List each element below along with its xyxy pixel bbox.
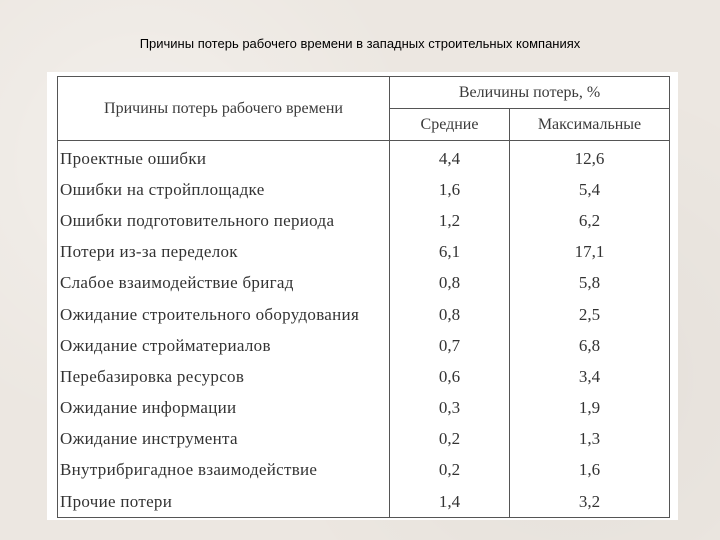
row-average: 0,2 xyxy=(390,455,510,486)
row-reason: Проектные ошибки xyxy=(58,141,390,175)
row-max: 5,4 xyxy=(510,174,670,205)
header-average: Средние xyxy=(390,109,510,141)
row-reason: Прочие потери xyxy=(58,486,390,518)
table-row xyxy=(58,237,670,268)
row-average: 0,7 xyxy=(390,330,510,361)
table-row xyxy=(58,268,670,299)
row-reason: Ошибки подготовительного периода xyxy=(58,205,390,236)
row-average: 4,4 xyxy=(390,141,510,175)
table-row xyxy=(58,361,670,392)
header-max: Максимальные xyxy=(510,109,670,141)
table-row xyxy=(58,330,670,361)
row-reason: Ожидание информации xyxy=(58,393,390,424)
row-average: 1,6 xyxy=(390,174,510,205)
table-body xyxy=(58,141,670,518)
row-reason: Ожидание строительного оборудования xyxy=(58,299,390,330)
row-average: 0,8 xyxy=(390,299,510,330)
row-max: 6,2 xyxy=(510,205,670,236)
row-max: 3,4 xyxy=(510,361,670,392)
row-average: 1,4 xyxy=(390,486,510,518)
row-reason: Ожидание стройматериалов xyxy=(58,330,390,361)
row-reason: Внутрибригадное взаимодействие xyxy=(58,455,390,486)
table-header-row xyxy=(58,77,670,109)
row-average: 0,8 xyxy=(390,268,510,299)
row-max: 5,8 xyxy=(510,268,670,299)
table-row xyxy=(58,205,670,236)
row-average: 0,3 xyxy=(390,393,510,424)
row-average: 0,6 xyxy=(390,361,510,392)
table-row xyxy=(58,393,670,424)
row-max: 1,3 xyxy=(510,424,670,455)
table-row xyxy=(58,424,670,455)
row-max: 1,6 xyxy=(510,455,670,486)
header-losses: Величины потерь, % xyxy=(390,77,670,109)
row-average: 1,2 xyxy=(390,205,510,236)
table-row xyxy=(58,486,670,518)
losses-table xyxy=(57,76,670,518)
table-row xyxy=(58,174,670,205)
row-reason: Потери из-за переделок xyxy=(58,237,390,268)
row-max: 1,9 xyxy=(510,393,670,424)
row-reason: Перебазировка ресурсов xyxy=(58,361,390,392)
slide-title: Причины потерь рабочего времени в западных строительных компаниях xyxy=(139,36,581,51)
row-max: 2,5 xyxy=(510,299,670,330)
row-max: 6,8 xyxy=(510,330,670,361)
header-reasons: Причины потерь рабочего времени xyxy=(58,77,390,141)
row-max: 3,2 xyxy=(510,486,670,518)
row-average: 6,1 xyxy=(390,237,510,268)
row-reason: Слабое взаимодействие бригад xyxy=(58,268,390,299)
row-max: 12,6 xyxy=(510,141,670,175)
table-panel xyxy=(47,72,678,520)
table-row xyxy=(58,455,670,486)
row-reason: Ошибки на стройплощадке xyxy=(58,174,390,205)
table-row xyxy=(58,299,670,330)
row-reason: Ожидание инструмента xyxy=(58,424,390,455)
table-row xyxy=(58,141,670,175)
row-average: 0,2 xyxy=(390,424,510,455)
row-max: 17,1 xyxy=(510,237,670,268)
